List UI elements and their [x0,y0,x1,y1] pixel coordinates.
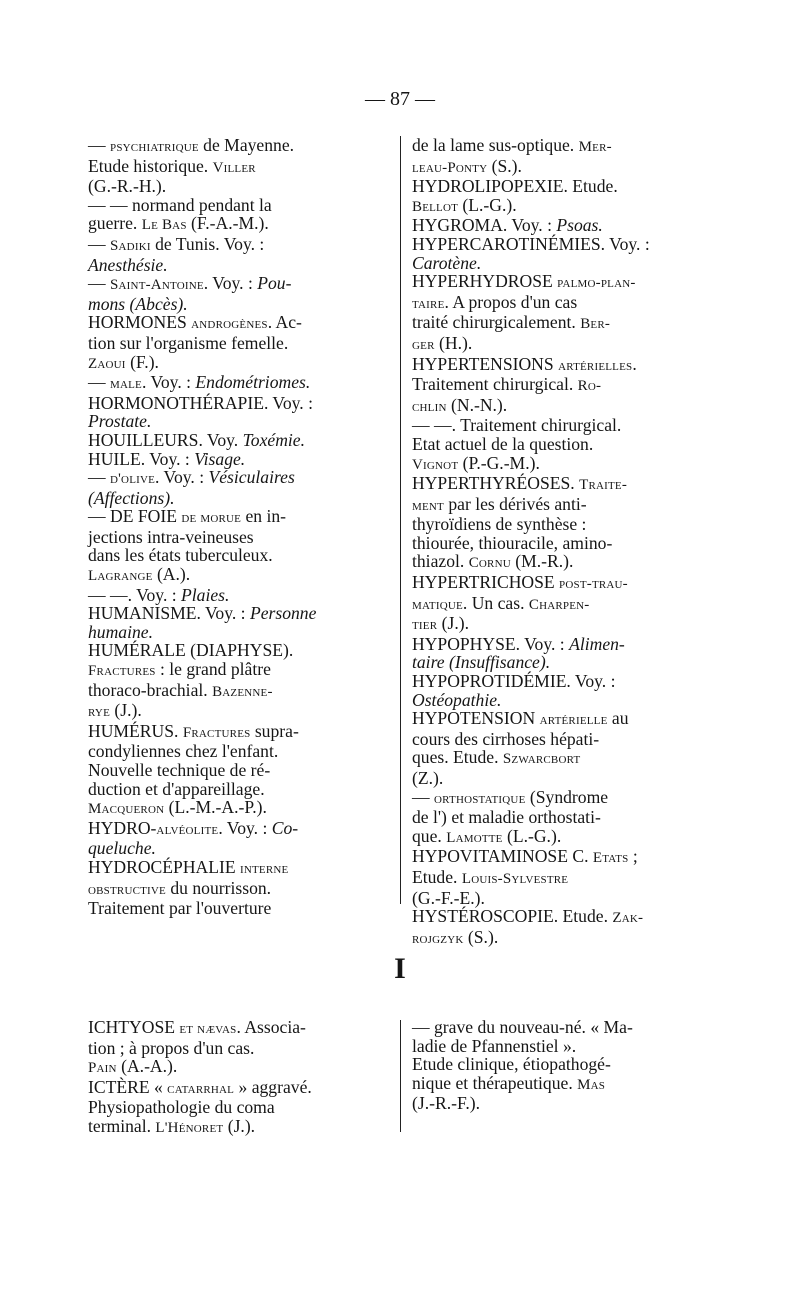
index-text-run: HYGROMA. Voy. : [412,215,557,236]
index-line [412,334,717,355]
index-text-run: en in- [241,506,287,527]
index-text-run: de Tunis. Voy. : [150,233,265,254]
index-text-run: HYPOPHYSE. Voy. : [412,633,570,654]
column-divider-bottom [400,1020,401,1132]
index-line [412,254,717,273]
index-line [88,546,393,565]
index-text-run: — [88,273,110,294]
index-text-run: matique [412,596,463,613]
index-text-run: ladie de Pfannenstiel ». [412,1035,577,1056]
index-line [412,272,717,293]
index-text-run: Ostéopathie. [412,689,502,710]
index-column-left-top [88,136,393,918]
index-text-run: dans les états tuberculeux. [88,545,273,566]
index-text-run: HORMONES [88,312,192,333]
index-line [412,730,717,749]
index-text-run: humaine. [88,621,153,642]
index-line [412,177,717,196]
index-line [412,594,717,615]
index-text-run: Etude clinique, étiopathogé- [412,1054,611,1075]
index-text-run: (L.-M.-A.-P.). [164,797,267,818]
index-text-run: nique et thérapeutique. [412,1072,578,1093]
index-text-run: ment [412,497,444,514]
index-text-run: (Syndrome [525,786,609,807]
index-text-run: Personne [249,603,317,624]
index-text-run: Szwarcbort [502,751,581,768]
index-line [88,681,393,702]
index-line [412,1055,717,1074]
index-text-run: androgènes [191,316,268,333]
index-text-run: HYPOPROTIDÉMIE. Voy. : [412,671,616,692]
index-text-run: tion ; à propos d'un cas. [88,1037,255,1058]
index-line [412,672,717,691]
index-text-run: jections intra-veineuses [88,526,254,547]
index-text-run: catarrhal [167,1080,235,1097]
index-line [412,691,717,710]
index-text-run: (G.-R.-H.). [88,176,167,197]
index-text-run: : le grand plâtre [155,659,271,680]
index-line [412,534,717,553]
index-text-run: Etats [592,850,629,867]
index-text-run: HYSTÉROSCOPIE. Etude. [412,906,613,927]
index-text-run: condyliennes chez l'enfant. [88,741,279,762]
index-text-run: — — normand pendant la [88,194,272,215]
index-text-run: d'olive [110,471,156,488]
index-line [412,495,717,516]
index-text-run: (J.). [223,1115,256,1136]
index-text-run: (P.-G.-M.). [458,452,540,473]
index-text-run: Traitement chirurgical. [412,374,578,395]
index-line [88,742,393,761]
index-text-run: (F.-A.-M.). [186,213,269,234]
index-line [88,177,393,196]
index-text-run: (J.-R.-F.). [412,1093,480,1114]
index-text-run: — DE FOIE [88,506,182,527]
index-text-run: de morue [181,510,242,527]
index-text-run: de l') et maladie orthostati- [412,807,601,828]
index-text-run: du nourrisson. [165,877,272,898]
index-line [412,235,717,254]
index-text-run: (L.-G.). [502,825,562,846]
index-line [88,235,393,256]
index-text-run: . Associa- [236,1017,306,1037]
index-line [412,454,717,475]
index-text-run: . [632,353,637,374]
index-text-run: (J.). [110,700,142,721]
index-line [88,274,393,295]
index-text-run: — [88,467,110,488]
index-text-run: queluche. [88,838,156,859]
index-text-run: Louis-Sylvestre [461,870,569,887]
index-line [88,431,393,450]
index-text-run: guerre. [88,213,142,234]
index-text-run: . Un cas. [462,592,529,613]
index-column-left-bottom [88,1018,393,1138]
index-line [88,1117,393,1138]
index-line [88,1018,393,1039]
index-text-run: . A propos d'un cas [444,291,578,312]
index-line [412,889,717,908]
index-text-run: (M.-R.). [510,551,574,572]
index-line [412,847,717,868]
index-text-run: (A.-A.). [116,1056,178,1077]
index-line [88,136,393,157]
index-line [412,515,717,534]
index-line [412,614,717,635]
index-text-run: HOUILLEURS. Voy. [88,429,243,450]
index-text-run: ICHTYOSE [88,1017,180,1037]
index-text-run: Plaies. [181,584,230,605]
index-line [412,653,717,672]
index-text-run: Toxémie. [242,429,305,450]
index-text-run: par les dérivés anti- [443,493,587,514]
index-line [412,788,717,809]
index-column-right-top [412,136,717,948]
index-text-run: cours des cirrhoses hépati- [412,728,600,749]
index-text-run: tier [412,617,438,634]
index-text-run: — grave du nouveau-né. « Ma- [412,1017,633,1037]
index-line [412,573,717,594]
index-text-run: Ro- [577,378,602,395]
index-text-run: rojgzyk [412,930,464,947]
index-line [88,761,393,780]
index-text-run: (N.-N.). [446,394,508,415]
index-text-run: Etude historique. [88,155,213,176]
index-text-run: HYPOVITAMINOSE C. [412,846,593,867]
index-line [412,827,717,848]
index-line [412,355,717,376]
index-line [88,701,393,722]
index-text-run: thoraco-brachial. [88,679,213,700]
index-text-run: Alimen- [569,633,625,654]
index-text-run: psychiatrique [110,139,199,155]
index-line [88,1039,393,1058]
index-line [412,552,717,573]
index-text-run: et nævas [179,1021,237,1037]
index-line [88,214,393,235]
index-line [412,769,717,788]
index-line [88,623,393,642]
index-text-run: Saint-Antoine [110,277,204,294]
index-line [88,394,393,413]
index-text-run: Fractures [88,663,156,680]
index-line [88,1098,393,1117]
index-text-run: HUMÉRALE (DIAPHYSE). [88,640,294,661]
index-line [412,928,717,949]
index-text-run: rye [88,704,110,721]
index-line [88,819,393,840]
index-text-run: Bazenne- [212,683,273,700]
index-text-run: HUILE. Voy. : [88,448,195,469]
index-text-run: Vésiculaires [208,467,295,488]
index-text-run: L'Hénoret [155,1119,224,1136]
index-line [412,1074,717,1095]
index-line [412,868,717,889]
index-line [88,196,393,215]
index-line [412,435,717,454]
index-text-run: taire [412,295,445,312]
index-line [412,313,717,334]
index-text-run: (S.). [463,926,499,947]
index-line [412,748,717,769]
index-line [412,416,717,435]
index-line [412,216,717,235]
index-text-run: chlin [412,398,447,415]
index-text-run: ; [628,846,638,867]
index-text-run: de la lame sus-optique. [412,135,579,155]
index-text-run: duction et d'appareillage. [88,778,265,799]
index-text-run: interne [240,860,289,877]
index-text-run: Traite- [579,477,628,494]
index-text-run: — [88,135,110,155]
index-text-run: HYPERTRICHOSE [412,572,560,593]
index-text-run: Prostate. [88,411,152,432]
index-line [412,474,717,495]
index-text-run: ger [412,336,435,353]
index-text-run: HYDROCÉPHALIE [88,856,240,877]
index-line [88,450,393,469]
index-text-run: Fractures [182,724,251,741]
index-text-run: (F.). [125,351,159,372]
index-line [412,1094,717,1113]
index-text-run: . Voy. : [203,273,258,294]
index-text-run: (L.-G.). [458,194,517,215]
index-line [412,136,717,157]
index-text-run: Viller [212,159,256,176]
index-text-run: ques. Etude. [412,747,503,768]
index-line [412,709,717,730]
index-text-run: Visage. [194,448,246,469]
index-text-run: Mas [577,1076,606,1093]
index-line [412,157,717,178]
index-line [88,313,393,334]
index-text-run: (Affections). [88,487,175,508]
index-text-run: taire (Insuffisance). [412,652,551,673]
index-text-run: HYPERTENSIONS [412,353,559,374]
index-text-run: thiourée, thiouracile, amino- [412,532,613,553]
index-line [412,808,717,827]
index-text-run: Zak- [612,910,644,927]
index-line [88,373,393,394]
index-line [88,798,393,819]
index-text-run: Carotène. [412,252,482,273]
index-text-run: . Ac- [267,312,302,333]
index-text-run: mons (Abcès). [88,293,188,314]
index-text-run: artérielles [558,357,633,374]
index-line [412,635,717,654]
index-line [88,353,393,374]
index-line [88,412,393,431]
index-text-run: Sadiki [110,237,151,254]
index-text-run: . Voy. : [218,817,272,838]
index-text-run: artérielle [539,712,608,729]
index-text-run: Traitement par l'ouverture [88,898,272,919]
index-text-run: » aggravé. [234,1076,312,1097]
index-line [88,489,393,508]
index-line [88,1057,393,1078]
index-text-run: male [110,376,142,393]
index-text-run: Pou- [257,273,292,294]
index-text-run: leau-Ponty [412,159,488,176]
index-text-run: (J.). [437,613,470,634]
index-text-run: (H.). [434,332,473,353]
index-text-run: post-trau- [559,576,628,593]
index-line [88,604,393,623]
index-text-run: HUMÉRUS. [88,720,183,741]
index-text-run: Lamotte [446,829,503,846]
index-text-run: (Z.). [412,768,444,788]
index-line [88,839,393,858]
index-line [88,1078,393,1099]
index-text-run: (G.-F.-E.). [412,887,485,908]
index-line [412,375,717,396]
index-text-run: (A.). [152,564,191,585]
index-text-run: — [412,786,434,807]
index-text-run: alvéolite [156,821,219,838]
index-text-run: Bellot [412,198,459,215]
index-line [88,586,393,605]
index-text-run: Etude. [412,866,462,887]
index-text-run: Pain [88,1060,117,1077]
index-line [88,295,393,314]
index-text-run: Le Bas [141,217,187,234]
index-text-run: terminal. [88,1115,156,1136]
index-text-run: palmo-plan- [557,275,636,292]
index-text-run: Psoas. [556,215,603,236]
index-line [412,1037,717,1056]
index-text-run: — [88,233,110,254]
index-line [88,256,393,275]
index-text-run: Mer- [578,139,612,155]
index-line [412,293,717,314]
index-line [412,1018,717,1037]
index-text-run: Cornu [468,555,511,572]
index-text-run: HYPOTENSION [412,708,540,729]
index-line [88,334,393,353]
index-text-run: HYPERTHYRÉOSES. [412,473,580,494]
index-line [412,907,717,928]
index-line [88,780,393,799]
index-text-run: au [607,708,629,729]
index-text-run: HYDROLIPOPEXIE. Etude. [412,176,618,197]
index-text-run: Lagrange [88,568,153,585]
index-line [88,660,393,681]
index-text-run: Co- [271,817,299,838]
index-line [88,565,393,586]
index-text-run: — [88,372,110,393]
index-line [412,396,717,417]
index-text-run: — —. Voy. : [88,584,182,605]
index-line [88,507,393,528]
column-divider-top [400,136,401,904]
index-text-run: orthostatique [434,790,526,807]
index-text-run: thyroïdiens de synthèse : [412,514,587,535]
index-line [88,722,393,743]
index-text-run: thiazol. [412,551,469,572]
index-text-run: — —. Traitement chirurgical. [412,415,622,436]
index-text-run: obstructive [88,881,166,898]
index-text-run: de Mayenne. [198,135,295,155]
index-text-run: . Voy. : [141,372,196,393]
index-text-run: HYDRO- [88,817,157,838]
index-line [412,196,717,217]
index-text-run: HORMONOTHÉRAPIE. Voy. : [88,392,313,413]
index-text-run: HUMANISME. Voy. : [88,603,250,624]
index-text-run: Physiopathologie du coma [88,1097,275,1118]
index-line [88,899,393,918]
index-text-run: . Voy. : [155,467,209,488]
index-line [88,157,393,178]
index-text-run: Zaoui [88,355,126,372]
index-line [88,528,393,547]
page-number: — 87 — [365,88,435,110]
index-text-run: Etat actuel de la question. [412,433,594,454]
index-text-run: Vignot [412,456,459,473]
index-line [88,641,393,660]
index-text-run: HYPERCAROTINÉMIES. Voy. : [412,233,650,254]
index-line [88,858,393,879]
index-text-run: Anesthésie. [88,254,168,275]
index-column-right-bottom [412,1018,717,1113]
index-text-run: Ber- [580,316,611,333]
index-text-run: que. [412,825,447,846]
index-text-run: Charpen- [528,596,590,613]
index-text-run: tion sur l'organisme femelle. [88,332,289,353]
index-text-run: ICTÈRE « [88,1076,168,1097]
index-text-run: traité chirurgicalement. [412,312,581,333]
index-text-run: supra- [250,720,299,741]
index-line [88,879,393,900]
index-text-run: Endométriomes. [195,372,311,393]
index-text-run: Macqueron [88,801,165,818]
index-text-run: (S.). [487,155,522,176]
index-text-run: HYPERHYDROSE [412,271,558,292]
section-letter-heading: I [394,952,406,985]
index-line [88,468,393,489]
index-text-run: Nouvelle technique de ré- [88,760,271,780]
